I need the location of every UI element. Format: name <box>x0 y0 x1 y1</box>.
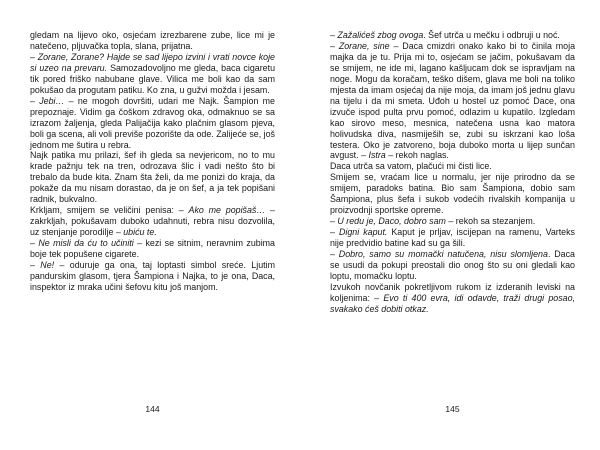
text-run: – <box>30 238 39 249</box>
italic-run: Dobro, samo su momački natučena, nisu slomljena <box>338 249 548 260</box>
paragraph <box>330 41 575 161</box>
paragraph <box>330 249 575 282</box>
paragraph <box>30 52 275 96</box>
left-page-text <box>30 30 275 293</box>
paragraph <box>30 205 275 238</box>
paragraph <box>30 260 275 293</box>
text-run: Najk patika mu prilazi, šef ih gleda sa nevjericom, no to mu krade pažnju tek na tren, odrozava šlic i vadi nešto što bi trebalo da bude kita. Znam šta želi, da me ponizi do kraja, da pokaže da mu nisam dorastao, da je on šef, a ja tek popišani radnik, bukvalno. <box>30 150 275 205</box>
paragraph <box>330 227 575 249</box>
page-number-left: 144 <box>145 404 160 414</box>
italic-run: Ako me popišaš… <box>188 205 266 216</box>
text-run: Samozadovoljno me gleda, baca cigaretu tik pored friško nabubane glave. Vilica me boli kao da sam pokušao da progutam patiku. Ko zna, u gužvi možda i jesam. <box>30 62 275 95</box>
italic-run: Ne! <box>40 260 55 271</box>
paragraph <box>330 282 575 315</box>
text-run: Izvukoh novčanik pokretljivom rukom iz izderanih leviski na koljenima: – <box>330 281 575 303</box>
paragraph <box>30 150 275 205</box>
text-run: – <box>30 51 38 62</box>
paragraph <box>30 96 275 151</box>
italic-run: U redu je, Daco, dobro sam <box>337 216 446 227</box>
left-page <box>30 30 275 293</box>
text-run: – <box>330 216 338 227</box>
text-run: . Daca se usudi da pokupi preostali dio onog što su oni gledali kao loptu, momačku loptu. <box>330 249 575 281</box>
italic-run: Zorane, Zorane? Hajde se sad lijepo izvini i vrati novce koje si uzeo na prevaru. <box>30 51 275 73</box>
text-run: – ne mogoh dovršiti, udari me Najk. Šampion me prepoznaje. Vidim ga čoškom zdravog oka, odmaknuo se sa izrazom žaljenja, gleda Palijačija kako plačnim glasom pjeva, boli ga scena, ali voli previše pozorište da ode. Zalijeće se, još jednom me šutira u rebra. <box>30 95 275 150</box>
paragraph <box>330 216 575 227</box>
paragraph <box>330 30 575 41</box>
text-run: – <box>330 227 339 238</box>
right-page-text <box>330 30 575 315</box>
text-run: Krkljam, smijem se veličini penisa: – <box>30 205 189 216</box>
italic-run: Jebi… <box>39 95 65 106</box>
text-run: Kaput je prljav, iscijepan na ramenu, Varteks nije predvidio batine kad su ga šili. <box>330 227 575 249</box>
paragraph <box>330 161 575 172</box>
text-run: – <box>330 30 338 40</box>
text-run: – <box>30 260 41 271</box>
text-run: gledam na lijevo oko, osjećam izrezbarene zube, lice mi je natečeno, pljuvačka topla, slana, prijatna. <box>30 30 275 51</box>
paragraph <box>30 30 275 52</box>
text-run: – kezi se sitnim, neravnim zubima boje tek popušene cigarete. <box>30 238 275 260</box>
italic-run: Evo ti 400 evra, idi odavde, traži drugi posao, svakako ćeš dobiti otkaz. <box>330 292 575 314</box>
text-run: Daca utrča sa vatom, plačući mi čisti lice. <box>330 161 492 172</box>
paragraph <box>330 172 575 216</box>
text-run: – <box>30 95 40 106</box>
text-run: – oduruje ga ona, taj loptasti simbol sreće. Ljutim pandurskim glasom, tjera Šampiona i Najka, to je ona, Daca, inspektor iz mraka učini šefovu kitu još manjom. <box>30 260 275 292</box>
italic-run: Digni kaput. <box>338 227 388 238</box>
italic-run: ubiću te. <box>123 227 157 238</box>
italic-run: Zažalićeš zbog ovoga <box>337 30 424 40</box>
right-page <box>330 30 575 315</box>
text-run: – rekoh naglas. <box>385 150 449 161</box>
italic-run: Ne misli da ću to učiniti <box>38 238 134 249</box>
text-run: – <box>330 40 339 51</box>
italic-run: Istra <box>368 150 386 161</box>
text-run: . Šef utrča u mečku i odbruji u noć. <box>423 30 560 40</box>
text-run: – <box>330 249 339 260</box>
page-number-right: 145 <box>445 404 460 414</box>
text-run: – zakrkljah, pokušavam duboko udahnuti, rebra nisu dozvolila, uz stenjanje porodilje – <box>30 205 275 238</box>
italic-run: Zorane, sine <box>338 40 390 51</box>
text-run: – Daca cmizdri onako kako bi to činila moja majka da je tu. Prija mi to, osjećam se jačim, pokušavam da se smijem, ne ide mi, lagano kašljucam dok se ispravljam na noge. Mogu da koračam, teško dišem, glava me boli na toliko mjesta da imam osjećaj da nije moja, da imam još jednu glavu na tijelu i da mi smeta. Uđoh u hostel uz pomoć Dace, ona izvuče ispod pulta prvu pomoć, odlazim u kupatilo. Izgledam kao sirovo meso, mesnica, natečena usna kao matora holivudska diva, nasmiješih se, zubi su iskrzani kao loša testera. Oko je zatvoreno, boja duboko morta u lijep sunčan avgust. – <box>330 40 575 161</box>
paragraph <box>30 238 275 260</box>
text-run: Smijem se, vraćam lice u normalu, jer nije prirodno da se smijem, paradoks batina. Bio sam Šampiona, dobio sam Šampiona, plus šefa i sukob vodećih rivalskih kompanija u proizvodnji sportske opreme. <box>330 172 575 216</box>
text-run: – rekoh sa stezanjem. <box>445 216 536 227</box>
